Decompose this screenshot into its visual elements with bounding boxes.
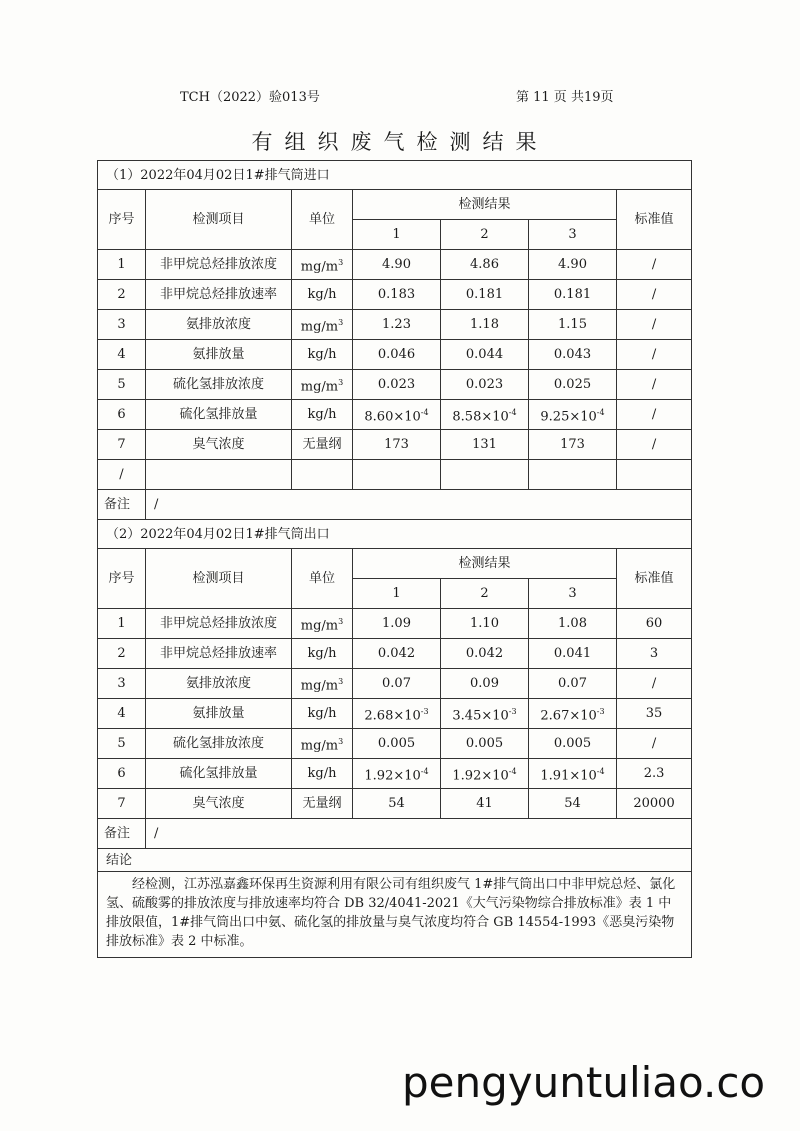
cell-r1 — [353, 400, 441, 430]
cell-r1-exponent: -4 — [420, 766, 429, 776]
cell-r3 — [529, 789, 617, 819]
cell-r2-base: 8.58×10 — [452, 409, 509, 425]
note-row — [98, 490, 692, 520]
table-row — [98, 280, 692, 310]
cell-r2 — [441, 370, 529, 400]
cell-r3-base: 1.08 — [558, 616, 587, 631]
cell-r2 — [441, 729, 529, 759]
cell-r2 — [441, 789, 529, 819]
cell-unit-exponent: 3 — [338, 377, 344, 387]
cell-r3-base: 0.025 — [553, 377, 592, 392]
cell-standard — [617, 460, 692, 490]
cell-r1-base: 4.90 — [382, 257, 411, 272]
note-value: / — [146, 490, 692, 520]
note-label: 备注 — [98, 819, 146, 849]
cell-r3 — [529, 460, 617, 490]
table-row — [98, 430, 692, 460]
table-row — [98, 699, 692, 729]
cell-unit — [292, 729, 353, 759]
header-item: 检测项目 — [146, 549, 292, 609]
cell-r1-base: 1.09 — [382, 616, 411, 631]
cell-seq: 3 — [98, 310, 146, 340]
cell-r1 — [353, 250, 441, 280]
section-title: （1）2022年04月02日1#排气筒进口 — [98, 161, 692, 190]
cell-r1 — [353, 460, 441, 490]
cell-standard: 20000 — [617, 789, 692, 819]
cell-r1-base: 173 — [384, 437, 409, 452]
cell-r3 — [529, 609, 617, 639]
cell-unit — [292, 250, 353, 280]
cell-r3 — [529, 430, 617, 460]
page-title: 有组织废气检测结果 — [251, 130, 549, 154]
cell-r3 — [529, 280, 617, 310]
cell-seq: 2 — [98, 639, 146, 669]
cell-item: 臭气浓度 — [146, 789, 292, 819]
cell-r2 — [441, 609, 529, 639]
cell-r1-exponent: -4 — [420, 407, 429, 417]
cell-r1 — [353, 729, 441, 759]
cell-r1-base: 0.07 — [382, 676, 411, 691]
cell-unit-base: 无量纲 — [302, 437, 342, 452]
cell-r2-base: 0.044 — [465, 347, 504, 362]
cell-r3 — [529, 310, 617, 340]
header-seq: 序号 — [98, 190, 146, 250]
cell-unit — [292, 699, 353, 729]
cell-r3-base: 9.25×10 — [540, 409, 597, 425]
cell-unit — [292, 759, 353, 789]
cell-r2-exponent: -4 — [508, 766, 517, 776]
cell-unit — [292, 639, 353, 669]
cell-standard: / — [617, 669, 692, 699]
cell-unit-base: mg/m — [300, 618, 339, 634]
cell-r2 — [441, 639, 529, 669]
cell-seq: 3 — [98, 669, 146, 699]
cell-standard: 60 — [617, 609, 692, 639]
cell-item: 硫化氢排放量 — [146, 759, 292, 789]
cell-unit-exponent: 3 — [338, 257, 344, 267]
cell-unit-base: kg/h — [307, 407, 337, 422]
table-row — [98, 789, 692, 819]
cell-standard: 3 — [617, 639, 692, 669]
cell-r3-base: 1.15 — [558, 317, 587, 332]
cell-r3-base: 0.005 — [553, 736, 592, 751]
cell-r3 — [529, 370, 617, 400]
conclusion-text-row — [98, 872, 692, 958]
cell-unit — [292, 460, 353, 490]
cell-item: 氨排放浓度 — [146, 310, 292, 340]
results-table — [97, 160, 692, 958]
cell-r3-base: 0.043 — [553, 347, 592, 362]
header-r3: 3 — [529, 220, 617, 250]
cell-r2 — [441, 669, 529, 699]
header-seq: 序号 — [98, 549, 146, 609]
cell-seq: 5 — [98, 370, 146, 400]
cell-r2-base: 131 — [472, 437, 497, 452]
cell-r3-base: 4.90 — [558, 257, 587, 272]
table-row — [98, 669, 692, 699]
header-item: 检测项目 — [146, 190, 292, 250]
table-row — [98, 729, 692, 759]
cell-r2 — [441, 310, 529, 340]
cell-unit-base: kg/h — [307, 766, 337, 781]
cell-r2-base: 1.92×10 — [452, 768, 509, 784]
header-standard: 标准值 — [617, 190, 692, 250]
cell-unit-base: mg/m — [300, 379, 339, 395]
cell-unit-exponent: 3 — [338, 616, 344, 626]
cell-r3-exponent: -4 — [596, 407, 605, 417]
table-row — [98, 310, 692, 340]
note-value: / — [146, 819, 692, 849]
header-unit: 单位 — [292, 190, 353, 250]
cell-r2-exponent: -4 — [508, 407, 517, 417]
cell-r3-base: 173 — [560, 437, 585, 452]
cell-r1-exponent: -3 — [420, 706, 429, 716]
cell-seq: 7 — [98, 789, 146, 819]
table-row — [98, 460, 692, 490]
cell-r2-base: 0.042 — [465, 646, 504, 661]
cell-r1 — [353, 759, 441, 789]
table-row — [98, 370, 692, 400]
column-header-row — [98, 190, 692, 220]
cell-r3-exponent: -3 — [596, 706, 605, 716]
cell-seq: 4 — [98, 699, 146, 729]
cell-item: 氨排放浓度 — [146, 669, 292, 699]
cell-r1 — [353, 280, 441, 310]
cell-item: 氨排放量 — [146, 699, 292, 729]
cell-r3 — [529, 250, 617, 280]
cell-seq: 2 — [98, 280, 146, 310]
cell-r1 — [353, 310, 441, 340]
cell-standard: / — [617, 729, 692, 759]
section-title-row — [98, 161, 692, 190]
cell-r1-base: 0.005 — [377, 736, 416, 751]
cell-r3-base: 2.67×10 — [540, 708, 597, 724]
header-r1: 1 — [353, 220, 441, 250]
cell-unit — [292, 669, 353, 699]
cell-r2 — [441, 460, 529, 490]
cell-r1 — [353, 669, 441, 699]
cell-r3-base: 1.91×10 — [540, 768, 597, 784]
cell-unit — [292, 280, 353, 310]
cell-r3-exponent: -4 — [596, 766, 605, 776]
header-standard: 标准值 — [617, 549, 692, 609]
cell-seq: 7 — [98, 430, 146, 460]
column-header-row — [98, 549, 692, 579]
section-title-row — [98, 520, 692, 549]
cell-item: 氨排放量 — [146, 340, 292, 370]
cell-r2 — [441, 430, 529, 460]
cell-unit-exponent: 3 — [338, 676, 344, 686]
cell-unit-base: kg/h — [307, 646, 337, 661]
table-row — [98, 250, 692, 280]
cell-standard: / — [617, 280, 692, 310]
cell-r1 — [353, 699, 441, 729]
cell-standard: / — [617, 430, 692, 460]
cell-r2 — [441, 280, 529, 310]
cell-r1 — [353, 430, 441, 460]
cell-unit-base: 无量纲 — [302, 796, 342, 811]
cell-standard: / — [617, 400, 692, 430]
header-r2: 2 — [441, 220, 529, 250]
cell-r2-base: 4.86 — [470, 257, 499, 272]
table-row — [98, 609, 692, 639]
cell-unit-base: mg/m — [300, 678, 339, 694]
cell-seq: 1 — [98, 250, 146, 280]
cell-seq: / — [98, 460, 146, 490]
page-indicator: 第 11 页 共19页 — [516, 90, 614, 105]
cell-item — [146, 460, 292, 490]
conclusion-label: 结论 — [98, 849, 692, 872]
cell-unit-base: mg/m — [300, 319, 339, 335]
table-row — [98, 400, 692, 430]
header-r1: 1 — [353, 579, 441, 609]
header-results: 检测结果 — [353, 549, 617, 579]
cell-r3-base: 0.181 — [553, 287, 592, 302]
cell-r2 — [441, 400, 529, 430]
cell-unit-base: mg/m — [300, 738, 339, 754]
cell-item: 硫化氢排放浓度 — [146, 729, 292, 759]
cell-r2 — [441, 250, 529, 280]
cell-standard: / — [617, 340, 692, 370]
report-number: TCH（2022）验013号 — [180, 90, 320, 105]
cell-seq: 6 — [98, 400, 146, 430]
cell-r1-base: 54 — [388, 796, 405, 811]
cell-r2-base: 0.023 — [465, 377, 504, 392]
cell-r2-base: 0.181 — [465, 287, 504, 302]
cell-r2-exponent: -3 — [508, 706, 517, 716]
cell-unit-exponent: 3 — [338, 317, 344, 327]
cell-seq: 4 — [98, 340, 146, 370]
cell-r1-base: 1.92×10 — [364, 768, 421, 784]
cell-r2-base: 0.09 — [470, 676, 499, 691]
cell-standard: / — [617, 310, 692, 340]
cell-unit-base: kg/h — [307, 287, 337, 302]
cell-r1-base: 2.68×10 — [364, 708, 421, 724]
cell-r1 — [353, 340, 441, 370]
cell-seq: 1 — [98, 609, 146, 639]
cell-r1 — [353, 789, 441, 819]
cell-r3 — [529, 400, 617, 430]
cell-standard: 35 — [617, 699, 692, 729]
table-row — [98, 639, 692, 669]
note-row — [98, 819, 692, 849]
header-r3: 3 — [529, 579, 617, 609]
cell-r2-base: 41 — [476, 796, 493, 811]
header-unit: 单位 — [292, 549, 353, 609]
cell-unit-base: kg/h — [307, 706, 337, 721]
cell-r3 — [529, 669, 617, 699]
header-results: 检测结果 — [353, 190, 617, 220]
cell-unit — [292, 340, 353, 370]
note-label: 备注 — [98, 490, 146, 520]
table-row — [98, 340, 692, 370]
conclusion-title-row — [98, 849, 692, 872]
cell-item: 非甲烷总烃排放速率 — [146, 639, 292, 669]
cell-seq: 5 — [98, 729, 146, 759]
conclusion-text: 经检测，江苏泓嘉鑫环保再生资源利用有限公司有组织废气 1#排气筒出口中非甲烷总烃、氯化氢、硫酸雾的排放浓度与排放速率均符合 DB 32/4041-2021《大气污染物综合排放标准》表 1 中排放限值，1#排气筒出口中氨、硫化氢的排放量与臭气浓度均符合 GB 14554-1993《恶臭污染物排放标准》表 2 中标准。 — [98, 872, 692, 958]
watermark-text: pengyuntuliao.co — [402, 1058, 766, 1107]
cell-item: 硫化氢排放浓度 — [146, 370, 292, 400]
cell-unit-base: kg/h — [307, 347, 337, 362]
cell-item: 臭气浓度 — [146, 430, 292, 460]
cell-r2 — [441, 699, 529, 729]
cell-r2 — [441, 759, 529, 789]
cell-r3 — [529, 699, 617, 729]
cell-r1 — [353, 639, 441, 669]
cell-r3 — [529, 729, 617, 759]
cell-r2-base: 1.10 — [470, 616, 499, 631]
cell-r3-base: 0.07 — [558, 676, 587, 691]
cell-unit — [292, 430, 353, 460]
cell-standard: / — [617, 370, 692, 400]
cell-unit — [292, 370, 353, 400]
cell-r1 — [353, 609, 441, 639]
cell-r2-base: 1.18 — [470, 317, 499, 332]
section-title: （2）2022年04月02日1#排气筒出口 — [98, 520, 692, 549]
cell-r3 — [529, 340, 617, 370]
cell-seq: 6 — [98, 759, 146, 789]
cell-r1-base: 0.183 — [377, 287, 416, 302]
cell-item: 非甲烷总烃排放浓度 — [146, 250, 292, 280]
cell-r1-base: 0.046 — [377, 347, 416, 362]
cell-r1-base: 0.023 — [377, 377, 416, 392]
cell-item: 非甲烷总烃排放浓度 — [146, 609, 292, 639]
cell-unit — [292, 310, 353, 340]
cell-r2-base: 0.005 — [465, 736, 504, 751]
cell-unit-exponent: 3 — [338, 736, 344, 746]
cell-unit — [292, 400, 353, 430]
cell-r3-base: 54 — [564, 796, 581, 811]
cell-item: 硫化氢排放量 — [146, 400, 292, 430]
cell-r3 — [529, 639, 617, 669]
cell-r2 — [441, 340, 529, 370]
cell-unit — [292, 609, 353, 639]
table-row — [98, 759, 692, 789]
cell-r1-base: 1.23 — [382, 317, 411, 332]
cell-r1-base: 0.042 — [377, 646, 416, 661]
cell-unit-base: mg/m — [300, 259, 339, 275]
cell-standard: / — [617, 250, 692, 280]
header-r2: 2 — [441, 579, 529, 609]
cell-item: 非甲烷总烃排放速率 — [146, 280, 292, 310]
cell-r3-base: 0.041 — [553, 646, 592, 661]
cell-r3 — [529, 759, 617, 789]
cell-r1 — [353, 370, 441, 400]
cell-unit — [292, 789, 353, 819]
cell-standard: 2.3 — [617, 759, 692, 789]
cell-r2-base: 3.45×10 — [452, 708, 509, 724]
cell-r1-base: 8.60×10 — [364, 409, 421, 425]
